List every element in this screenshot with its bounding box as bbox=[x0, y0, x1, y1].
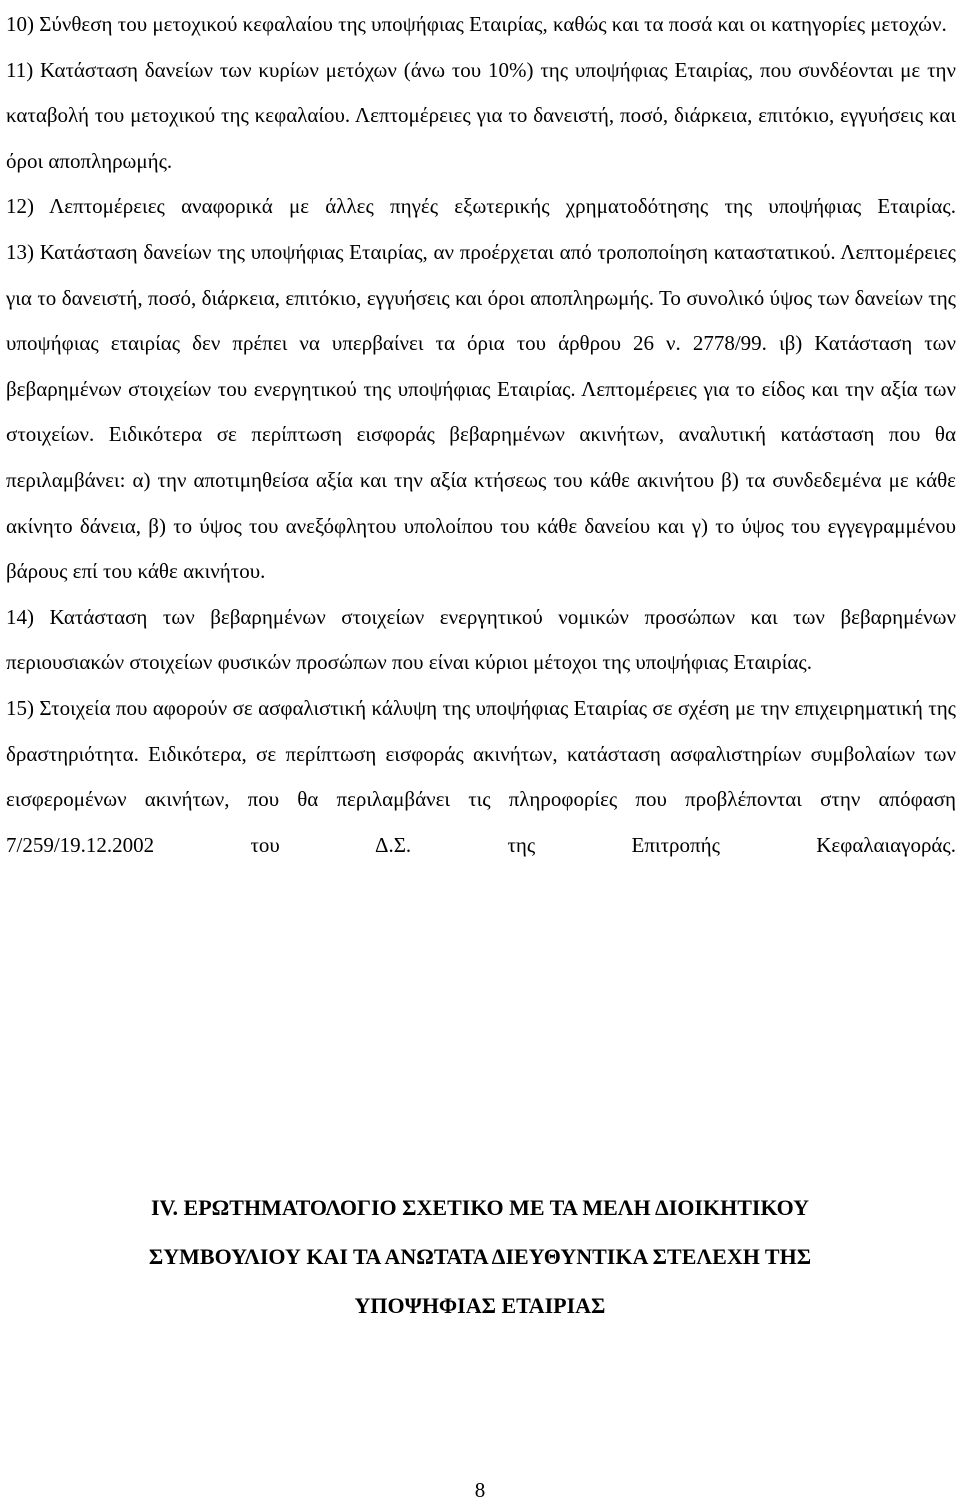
item-15-paragraph: 15) Στοιχεία που αφορούν σε ασφαλιστική κάλυψη της υποψήφιας Εταιρίας σε σχέση με την επιχειρηματική της δραστηριότητα. Ειδικότερα, σε περίπτωση εισφοράς ακινήτων, κατάσταση ασφαλιστηρίων συμβολαίων των εισφερομένων ακινήτων, που θα περιλαμβάνει τις πληροφορίες που προβλέπονται στην απόφαση 7/259/19.12.2002 του Δ.Σ. της Επιτροπής Κεφαλαιαγοράς. bbox=[6, 695, 956, 857]
document-body bbox=[6, 2, 956, 868]
item-10-paragraph: 10) Σύνθεση του μετοχικού κεφαλαίου της υποψήφιας Εταιρίας, καθώς και τα ποσά και οι κατηγορίες μετοχών. bbox=[6, 12, 947, 36]
item-11-paragraph: 11) Κατάσταση δανείων των κυρίων μετόχων (άνω του 10%) της υποψήφιας Εταιρίας, που συνδέονται με την καταβολή του μετοχικού της κεφαλαίου. Λεπτομέρειες για το δανειστή, ποσό, διάρκεια, επιτόκιο, εγγυήσεις και όροι αποπληρωμής. bbox=[6, 57, 956, 173]
item-14-paragraph: 14) Κατάσταση των βεβαρημένων στοιχείων ενεργητικού νομικών προσώπων και των βεβαρημένων περιουσιακών στοιχείων φυσικών προσώπων που είναι κύριοι μέτοχοι της υποψήφιας Εταιρίας. bbox=[6, 604, 956, 675]
page-number: 8 bbox=[474, 1478, 486, 1502]
section-heading bbox=[0, 1183, 960, 1330]
item-13-paragraph: 13) Κατάσταση δανείων της υποψήφιας Εταιρίας, αν προέρχεται από τροποποίηση καταστατικού. Λεπτομέρειες για το δανειστή, ποσό, διάρκεια, επιτόκιο, εγγυήσεις και όροι αποπληρωμής. Το συνολικό ύψος των δανείων της υποψήφιας εταιρίας δεν πρέπει να υπερβαίνει τα όρια του άρθρου 26 ν. 2778/99. ιβ) Κατάσταση των βεβαρημένων στοιχείων του ενεργητικού της υποψήφιας Εταιρίας. Λεπτομέρειες για το είδος και την αξία των στοιχείων. Ειδικότερα σε περίπτωση εισφοράς βεβαρημένων ακινήτων, αναλυτική κατάσταση που θα περιλαμβάνει: α) την αποτιμηθείσα αξία και την αξία κτήσεως του κάθε ακινήτου β) τα συνδεδεμένα με κάθε ακίνητο δάνεια, β) το ύψος του ανεξόφλητου υπολοίπου του κάθε δανείου και γ) το ύψος του εγγεγραμμένου βάρους επί του κάθε ακινήτου. bbox=[6, 239, 956, 584]
section-heading-line: ΣΥΜΒΟΥΛΙΟΥ ΚΑΙ ΤΑ ΑΝΩΤΑΤΑ ΔΙΕΥΘΥΝΤΙΚΑ ΣΤΕΛΕΧΗ ΤΗΣ bbox=[148, 1244, 812, 1269]
section-heading-line: IV. ΕΡΩΤΗΜΑΤΟΛΟΓΙΟ ΣΧΕΤΙΚΟ ΜΕ ΤΑ ΜΕΛΗ ΔΙΟΙΚΗΤΙΚΟΥ bbox=[150, 1195, 810, 1220]
item-12-paragraph: 12) Λεπτομέρειες αναφορικά με άλλες πηγές εξωτερικής χρηματοδότησης της υποψήφιας Εταιρίας. bbox=[6, 194, 956, 219]
section-heading-line: ΥΠΟΨΗΦΙΑΣ ΕΤΑΙΡΙΑΣ bbox=[354, 1293, 606, 1318]
